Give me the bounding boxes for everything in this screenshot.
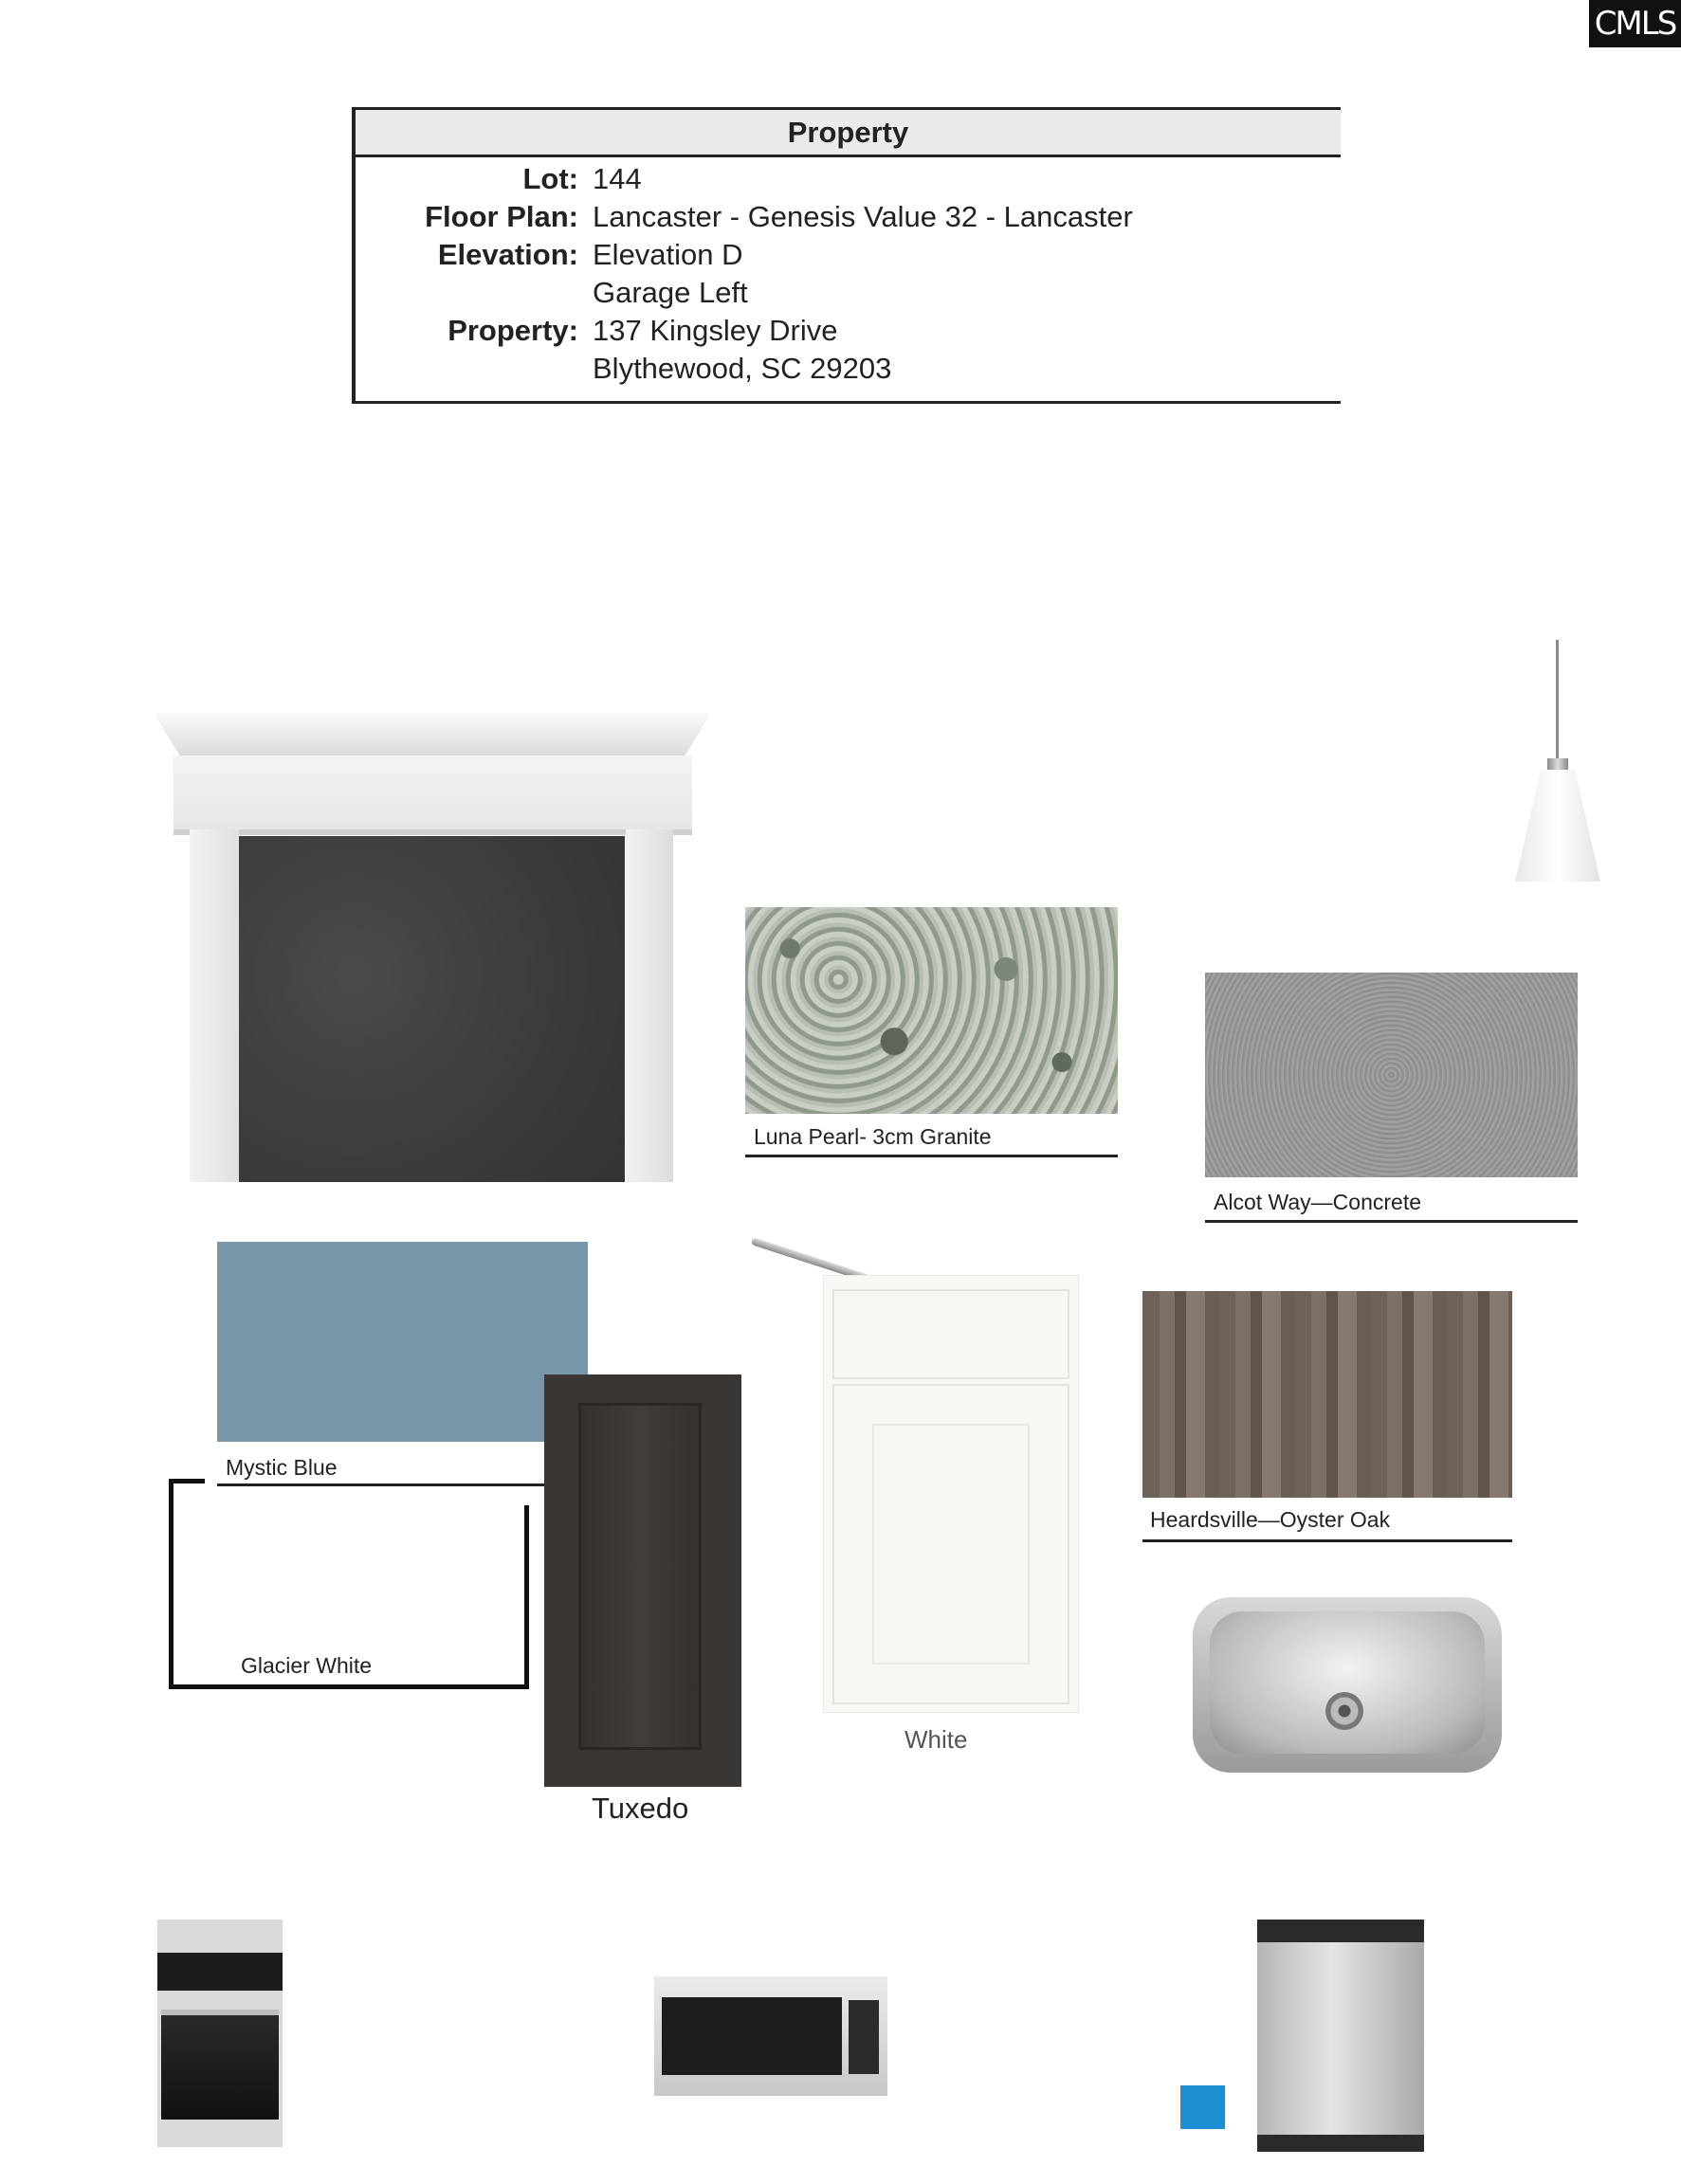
white-cabinet-inner-panel (872, 1424, 1030, 1665)
sink-bowl (1210, 1611, 1485, 1754)
row-value: Lancaster - Genesis Value 32 - Lancaster (593, 200, 1133, 233)
white-cabinet-drawer (832, 1289, 1069, 1379)
microwave-window (662, 1997, 842, 2075)
concrete-swatch (1205, 973, 1578, 1177)
granite-caption: Luna Pearl- 3cm Granite (754, 1124, 992, 1149)
glacier-white-caption: Glacier White (241, 1653, 373, 1678)
row-label: Lot: (522, 162, 578, 195)
sink-drain (1325, 1692, 1363, 1730)
tuxedo-door-panel (578, 1403, 702, 1750)
white-cabinet-caption: White (904, 1725, 968, 1754)
concrete-caption-rule (1205, 1220, 1578, 1223)
tuxedo-caption: Tuxedo (592, 1792, 689, 1825)
dishwasher-toe-kick (1257, 2135, 1424, 2152)
fireplace-stone-surround (239, 836, 625, 1182)
energy-star-icon (1180, 2085, 1225, 2129)
mystic-blue-caption: Mystic Blue (226, 1455, 338, 1480)
row-value: Garage Left (593, 276, 748, 309)
granite-swatch (745, 907, 1118, 1114)
fireplace-left-pilaster (190, 829, 239, 1182)
dishwasher-control-panel (1257, 1920, 1424, 1942)
microwave-keypad (849, 2000, 879, 2074)
row-label: Property: (448, 314, 578, 347)
glacier-bracket-bottom (169, 1684, 529, 1689)
mystic-blue-caption-rule (217, 1483, 588, 1486)
concrete-caption: Alcot Way—Concrete (1214, 1190, 1421, 1214)
dishwasher-icon (1257, 1920, 1424, 2152)
fireplace-mantel (154, 713, 711, 758)
property-table-header: Property (356, 107, 1341, 157)
property-table (352, 107, 1341, 404)
glacier-bracket-left (169, 1479, 174, 1689)
range-cooktop (157, 1953, 283, 1991)
pendant-light-icon (1515, 770, 1600, 882)
mystic-blue-swatch (217, 1242, 588, 1442)
range-oven-door (161, 2010, 279, 2120)
row-label: Elevation: (437, 238, 578, 271)
row-value: 144 (593, 162, 642, 195)
fireplace-right-pilaster (626, 829, 673, 1182)
row-value: 137 Kingsley Drive (593, 314, 838, 347)
cmls-logo: CMLS (1589, 0, 1681, 47)
oyster-oak-swatch (1142, 1291, 1512, 1498)
flooring-caption: Heardsville—Oyster Oak (1150, 1507, 1391, 1532)
fireplace-frieze (174, 755, 692, 835)
table-bottom-rule (356, 401, 1341, 404)
flooring-caption-rule (1142, 1539, 1512, 1542)
glacier-bracket-right (524, 1505, 529, 1689)
glacier-bracket-top (169, 1479, 205, 1483)
granite-caption-rule (745, 1155, 1118, 1157)
row-value: Elevation D (593, 238, 743, 271)
pendant-rod (1556, 640, 1559, 768)
row-label: Floor Plan: (425, 200, 578, 233)
row-value: Blythewood, SC 29203 (593, 352, 892, 385)
